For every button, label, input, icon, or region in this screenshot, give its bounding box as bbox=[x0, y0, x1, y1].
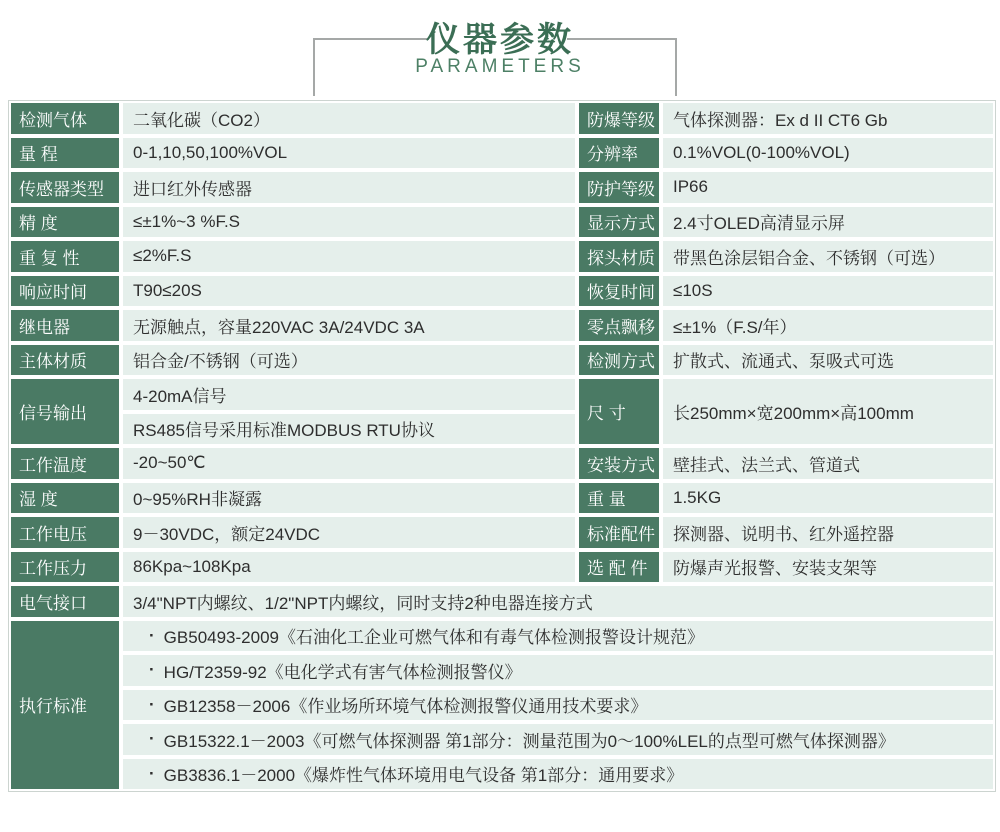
param-value: 扩散式、流通式、泵吸式可选 bbox=[663, 345, 993, 376]
param-value: IP66 bbox=[663, 172, 993, 203]
param-label: 量 程 bbox=[11, 138, 119, 169]
param-value: ≤±1%~3 %F.S bbox=[123, 207, 575, 238]
param-label: 响应时间 bbox=[11, 276, 119, 307]
param-value: 探测器、说明书、红外遥控器 bbox=[663, 517, 993, 548]
param-value: 铝合金/不锈钢（可选） bbox=[123, 345, 575, 376]
param-label: 重 复 性 bbox=[11, 241, 119, 272]
spec-table bbox=[8, 100, 996, 792]
param-value: 0.1%VOL(0-100%VOL) bbox=[663, 138, 993, 169]
param-label: 工作温度 bbox=[11, 448, 119, 479]
bullet-icon: · bbox=[149, 763, 155, 783]
param-value: 86Kpa~108Kpa bbox=[123, 552, 575, 583]
standard-text: GB50493-2009《石油化工企业可燃气体和有毒气体检测报警设计规范》 bbox=[163, 628, 704, 648]
standard-text: GB15322.1－2003《可燃气体探测器 第1部分：测量范围为0～100%LEL的点型可燃气体探测器》 bbox=[163, 731, 895, 751]
bullet-icon: · bbox=[149, 694, 155, 714]
param-value: 二氧化碳（CO2） bbox=[123, 103, 575, 134]
param-value: 9－30VDC，额定24VDC bbox=[123, 517, 575, 548]
standard-text: HG/T2359-92《电化学式有害气体检测报警仪》 bbox=[163, 662, 522, 682]
param-label: 恢复时间 bbox=[579, 276, 659, 307]
param-label: 检测气体 bbox=[11, 103, 119, 134]
param-value: 壁挂式、法兰式、管道式 bbox=[663, 448, 993, 479]
bullet-icon: · bbox=[149, 729, 155, 749]
param-value-signal-2: RS485信号采用标准MODBUS RTU协议 bbox=[123, 414, 575, 445]
standard-item bbox=[123, 690, 993, 721]
page-title: 仪器参数 bbox=[426, 21, 574, 59]
param-value: 1.5KG bbox=[663, 483, 993, 514]
param-value: 2.4寸OLED高清显示屏 bbox=[663, 207, 993, 238]
param-value: 0~95%RH非凝露 bbox=[123, 483, 575, 514]
param-label: 防护等级 bbox=[579, 172, 659, 203]
param-label: 选 配 件 bbox=[579, 552, 659, 583]
param-label: 重 量 bbox=[579, 483, 659, 514]
param-value: 防爆声光报警、安装支架等 bbox=[663, 552, 993, 583]
standard-item bbox=[123, 621, 993, 652]
standard-item bbox=[123, 724, 993, 755]
param-value: 无源触点，容量220VAC 3A/24VDC 3A bbox=[123, 310, 575, 341]
param-label: 标准配件 bbox=[579, 517, 659, 548]
param-label: 安装方式 bbox=[579, 448, 659, 479]
standard-item bbox=[123, 655, 993, 686]
param-label-signal-output: 信号输出 bbox=[11, 379, 119, 444]
page-subtitle: PARAMETERS bbox=[415, 56, 585, 77]
param-label: 零点飘移 bbox=[579, 310, 659, 341]
page-header bbox=[0, 0, 1000, 100]
param-value: -20~50℃ bbox=[123, 448, 575, 479]
param-label: 工作电压 bbox=[11, 517, 119, 548]
param-value: T90≤20S bbox=[123, 276, 575, 307]
param-value: ≤10S bbox=[663, 276, 993, 307]
param-label: 继电器 bbox=[11, 310, 119, 341]
param-label: 主体材质 bbox=[11, 345, 119, 376]
param-label-standards: 执行标准 bbox=[11, 621, 119, 790]
param-label: 显示方式 bbox=[579, 207, 659, 238]
param-value-size: 长250mm×宽200mm×高100mm bbox=[663, 379, 993, 444]
param-value: 带黑色涂层铝合金、不锈钢（可选） bbox=[663, 241, 993, 272]
param-label: 探头材质 bbox=[579, 241, 659, 272]
param-value: 0-1,10,50,100%VOL bbox=[123, 138, 575, 169]
param-label-electrical: 电气接口 bbox=[11, 586, 119, 617]
param-value: ≤2%F.S bbox=[123, 241, 575, 272]
param-value: ≤±1%（F.S/年） bbox=[663, 310, 993, 341]
param-label: 检测方式 bbox=[579, 345, 659, 376]
param-label: 工作压力 bbox=[11, 552, 119, 583]
param-label: 分辨率 bbox=[579, 138, 659, 169]
param-label: 精 度 bbox=[11, 207, 119, 238]
param-label: 湿 度 bbox=[11, 483, 119, 514]
param-value-signal-1: 4-20mA信号 bbox=[123, 379, 575, 410]
param-label-size: 尺 寸 bbox=[579, 379, 659, 444]
param-label: 防爆等级 bbox=[579, 103, 659, 134]
standard-text: GB12358－2006《作业场所环境气体检测报警仪通用技术要求》 bbox=[163, 697, 648, 717]
standard-item bbox=[123, 759, 993, 790]
bullet-icon: · bbox=[149, 660, 155, 680]
bullet-icon: · bbox=[149, 625, 155, 645]
param-label: 传感器类型 bbox=[11, 172, 119, 203]
param-value: 气体探测器：Ex d II CT6 Gb bbox=[663, 103, 993, 134]
param-value: 进口红外传感器 bbox=[123, 172, 575, 203]
standard-text: GB3836.1－2000《爆炸性气体环境用电气设备 第1部分：通用要求》 bbox=[163, 766, 684, 786]
param-value-electrical: 3/4"NPT内螺纹、1/2"NPT内螺纹，同时支持2种电器连接方式 bbox=[123, 586, 993, 617]
